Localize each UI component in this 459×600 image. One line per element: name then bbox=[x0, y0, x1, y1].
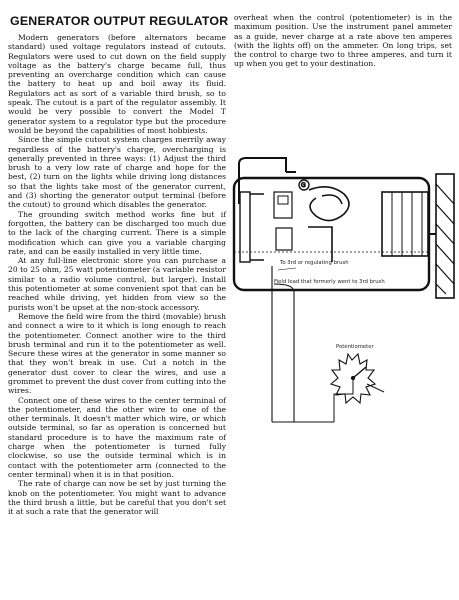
paragraph: Since the simple cutout system charges merrily away regardless of the battery's charge, overcharging is generally prevented in three ways: (1) Adjust the third brush to a very low rate of charge and hope for the best, (2) turn on the lights while driving long distances so that the lights take most of the generator current, and (3) shorting the generator output terminal (before the cutout) to ground which disables the generator. bbox=[8, 135, 226, 210]
paragraph: The rate of charge can now be set by just turning the knob on the potentiometer. You might want to advance the third brush a little, but be careful that you don't set it at such a rate that the generator will bbox=[8, 479, 226, 517]
field-coil bbox=[308, 187, 349, 262]
paragraph: Connect one of these wires to the center terminal of the potentiometer, and the other wire to one of the other terminals. It doesn't matter which wire, or which outside terminal, so far as operation is concerned but standard procedure is to have the maximum rate of charge when the potentiometer is turned fully clockwise, so use the outside terminal which is in contact with the potentiometer arm (connected to the center terminal) when it is in that position. bbox=[8, 395, 226, 479]
paragraph: The grounding switch method works fine but if forgotten, the battery can be discharged too much due to the lack of the charging current. There is a simple modification which can give you a variable charging rate, and can be easily installed in very little time. bbox=[8, 209, 226, 256]
armature-end bbox=[382, 192, 428, 256]
generator-wiring-diagram bbox=[234, 132, 456, 462]
field-lead-label: Field lead that formerly went to 3rd brush bbox=[274, 279, 385, 285]
paragraph: Modern generators (before alternators became standard) used voltage regulators instead of cutouts. Regulators were used to cut down on the field supply voltage as the battery's charge became full, thus preventing an overcharge condition which can cause the battery to heat up and boil away its fluid. Regulators act as sort of a variable third brush, so to speak. The cutout is a part of the regulator assembly. It would be very possible to convert the Model T generator system to a regulator type but the procedure would be beyond the capabilities of most hobbiests. bbox=[8, 33, 226, 135]
left-column bbox=[8, 0, 229, 517]
paragraph-continued: overheat when the control (potentiometer) is in the maximum position. Use the instrument panel ammeter as a guide, never charge at a rate above ten amperes (with the lights off) on the ammeter. On long trips, set the control to charge two to three amperes, and turn it up when you get to your destination. bbox=[234, 13, 452, 69]
potentiometer-label: Potentiometer bbox=[336, 344, 374, 350]
brush-label: To 3rd or regulating brush bbox=[280, 260, 349, 266]
leader-line bbox=[278, 268, 296, 270]
drive-gear-plate bbox=[429, 174, 454, 298]
paragraph: Remove the field wire from the third (movable) brush and connect a wire to it which is long enough to reach the potentiometer. Connect another wire to the third brush terminal and run it to the potentiometer as well. Secure these wires at the generator in some manner so that they won't break in use. Cut a notch in the generator dust cover to clear the wires, and use a grommet to prevent the dust cover from cutting into the wires. bbox=[8, 311, 226, 396]
svg-text:G: G bbox=[301, 182, 306, 189]
potentiometer-symbol bbox=[272, 354, 384, 422]
article-title: GENERATOR OUTPUT REGULATOR bbox=[10, 14, 229, 28]
mounting-bracket bbox=[239, 158, 296, 204]
paragraph: At any full-line electronic store you can purchase a 20 to 25 ohm, 25 watt potentiometer (a variable resistor similar to a radio volume control, but larger). Install this potentiometer at some convenient spot that can be reached while driving, yet hidden from view so the purists won't be upset at the non-stock accessory. bbox=[8, 256, 226, 312]
right-column bbox=[234, 0, 452, 69]
